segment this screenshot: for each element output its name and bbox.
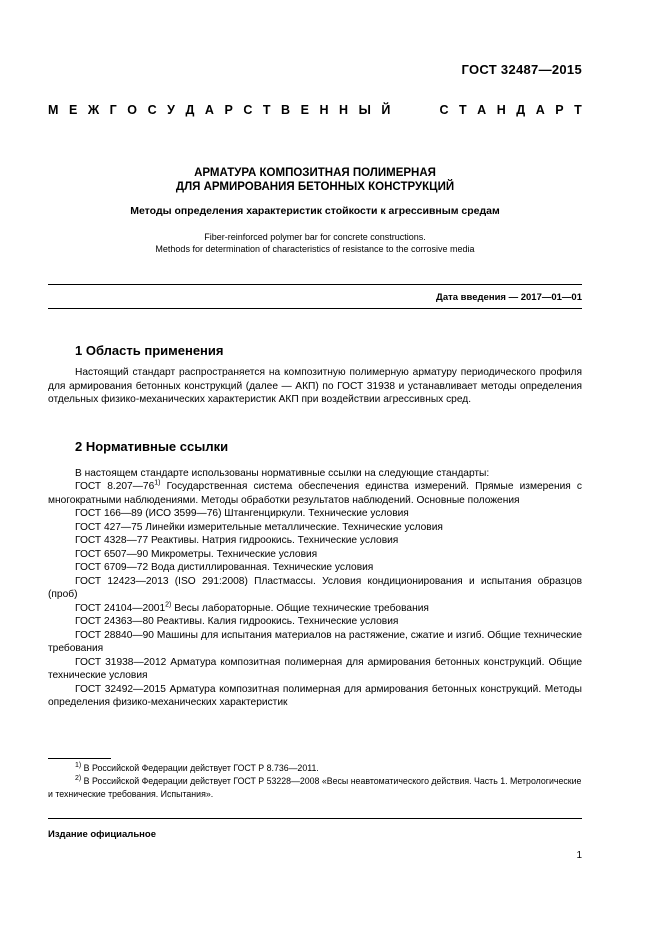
footnote-mark: 1) [154, 479, 161, 487]
reference-code: ГОСТ 427—75 [75, 521, 143, 533]
footnote-text: В Российской Федерации действует ГОСТ Р 8.736—2011. [81, 763, 319, 773]
reference-title: Машины для испытания материалов на растяжение, сжатие и изгиб. Общие технические требования [48, 629, 582, 654]
banner-letter: Е [300, 103, 309, 117]
banner-letter: Н [496, 103, 506, 117]
reference-code: ГОСТ 28840—90 [75, 629, 154, 641]
reference-item [48, 561, 582, 575]
banner-letter: М [48, 103, 59, 117]
section-1-paragraph: Настоящий стандарт распространяется на композитную полимерную арматуру периодического профиля для армирования бетонных конструкций (далее — АКП) по ГОСТ 31938 и устанавливает методы определения отдельных физико-механических характеристик АКП при воздействии агрессивных сред. [48, 367, 582, 405]
official-edition: Издание официальное [48, 829, 156, 840]
standard-number: ГОСТ 32487—2015 [461, 62, 582, 77]
banner-letter: Й [381, 103, 391, 117]
reference-code: ГОСТ 24104—2001 [75, 602, 166, 614]
banner-letter: А [204, 103, 214, 117]
section-1-text [48, 366, 582, 407]
reference-code: ГОСТ 4328—77 [75, 535, 149, 546]
reference-item [48, 534, 582, 548]
english-title [48, 231, 582, 255]
footnote-mark: 2) [75, 775, 82, 783]
section-2-intro-text: В настоящем стандарте использованы нормативные ссылки на следующие стандарты: [75, 468, 490, 479]
reference-item [48, 615, 582, 629]
reference-title: Арматура композитная полимерная для армирования бетонных конструкций. Общие технические условия [48, 656, 582, 681]
banner-letter: Р [224, 103, 233, 117]
reference-item [48, 683, 582, 710]
footnote-mark: 2) [165, 601, 172, 609]
banner-letter: У [167, 103, 175, 117]
reference-code: ГОСТ 6709—72 [75, 562, 149, 573]
banner-letter: С [243, 103, 253, 117]
reference-code: ГОСТ 8.207—76 [75, 481, 155, 492]
banner-letter: Н [319, 103, 329, 117]
banner-letter: Р [555, 103, 564, 117]
divider [48, 818, 582, 819]
reference-item [48, 602, 582, 616]
reference-code: ГОСТ 31938—2012 [75, 656, 167, 668]
footnotes [48, 762, 582, 801]
section-1-heading: 1 Область применения [75, 343, 224, 358]
reference-item [48, 507, 582, 521]
reference-item [48, 521, 582, 535]
banner-letter: Н [339, 103, 349, 117]
banner-letter: С [439, 103, 449, 117]
footnote-separator [48, 758, 111, 759]
reference-code: ГОСТ 166—89 (ИСО 3599—76) [75, 508, 222, 519]
english-title-line-1: Fiber-reinforced polymer bar for concrete constructions. [204, 232, 426, 242]
banner-letter: Д [516, 103, 526, 117]
banner-letter: Г [109, 103, 117, 117]
document-subtitle: Методы определения характеристик стойкости к агрессивным средам [130, 205, 500, 217]
reference-item [48, 656, 582, 683]
section-2-intro [48, 467, 582, 481]
banner-letter: С [147, 103, 157, 117]
footnote-mark: 1) [75, 762, 82, 770]
banner-letter: А [535, 103, 545, 117]
reference-title: Государственная система обеспечения единства измерений. Прямые измерения с многократными наблюдениями. Методы обработки результатов наблюдений. Основные положения [48, 481, 582, 506]
banner-letter: Т [262, 103, 271, 117]
reference-title: Реактивы. Калия гидроокись. Технические условия [153, 616, 399, 627]
document-title [48, 166, 582, 194]
reference-item [48, 480, 582, 507]
reference-title: Реактивы. Натрия гидроокись. Технические условия [148, 535, 399, 546]
reference-title: Арматура композитная полимерная для армирования бетонных конструкций. Методы определения физико-механических характеристик [48, 683, 582, 708]
reference-item [48, 548, 582, 562]
section-2-heading: 2 Нормативные ссылки [75, 439, 229, 454]
banner-letter: Д [185, 103, 195, 117]
reference-code: ГОСТ 12423—2013 (ISO 291:2008) [75, 575, 248, 587]
reference-item [48, 629, 582, 656]
banner-letter: О [127, 103, 138, 117]
reference-item [48, 575, 582, 602]
banner-letter: Т [574, 103, 582, 117]
title-line-1: АРМАТУРА КОМПОЗИТНАЯ ПОЛИМЕРНАЯ [194, 167, 436, 179]
banner-letter: Ы [358, 103, 371, 117]
reference-title: Штангенциркули. Технические условия [221, 508, 409, 519]
reference-title: Весы лабораторные. Общие технические требования [171, 602, 429, 614]
reference-code: ГОСТ 6507—90 [75, 548, 149, 560]
divider [48, 284, 582, 285]
reference-title: Пластмассы. Условия кондиционирования и испытания образцов (проб) [48, 575, 582, 600]
reference-title: Микрометры. Технические условия [148, 548, 318, 560]
reference-list [48, 480, 582, 710]
reference-code: ГОСТ 24363—80 [75, 616, 154, 627]
banner-letter: В [281, 103, 291, 117]
intro-date: Дата введения — 2017—01—01 [436, 292, 582, 303]
reference-code: ГОСТ 32492—2015 [75, 683, 166, 695]
reference-title: Линейки измерительные металлические. Технические условия [142, 521, 443, 533]
banner-letter: Е [68, 103, 78, 117]
title-line-2: ДЛЯ АРМИРОВАНИЯ БЕТОННЫХ КОНСТРУКЦИЙ [175, 181, 455, 193]
banner-letter: А [477, 103, 487, 117]
page-number: 1 [576, 850, 582, 861]
footnote-text: В Российской Федерации действует ГОСТ Р 53228—2008 «Весы неавтоматического действия. Часть 1. Метрологические и технические требования. Испытания». [48, 776, 582, 799]
footnote [48, 775, 582, 801]
interstate-standard-banner [48, 103, 582, 117]
english-title-line-2: Methods for determination of characteristics of resistance to the corrosive media [155, 244, 475, 254]
banner-letter: Т [459, 103, 467, 117]
footnote [48, 762, 582, 775]
reference-title: Вода дистиллированная. Технические условия [148, 562, 374, 573]
banner-gap [401, 103, 429, 117]
divider [48, 308, 582, 309]
banner-letter: Ж [87, 103, 100, 117]
